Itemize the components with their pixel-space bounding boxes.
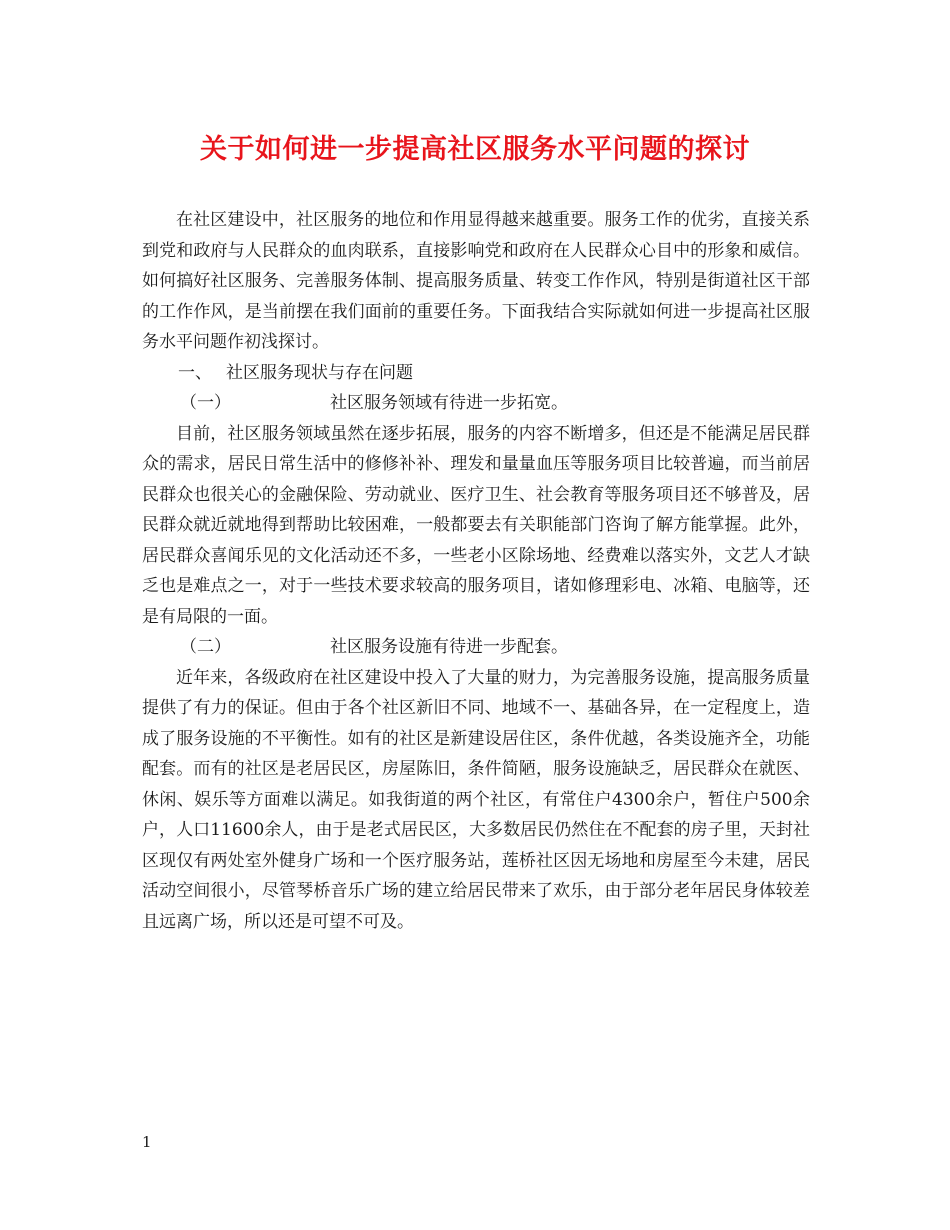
section-number: 一、 xyxy=(178,362,212,383)
subsection-title: 社区服务设施有待进一步配套。 xyxy=(330,637,568,657)
document-body xyxy=(142,205,810,937)
intro-paragraph: 在社区建设中，社区服务的地位和作用显得越来越重要。服务工作的优劣，直接关系到党和政府与人民群众的血肉联系，直接影响党和政府在人民群众心目中的形象和威信。如何搞好社区服务、完善服务体制、提高服务质量、转变工作作风，特别是街道社区干部的工作作风，是当前摆在我们面前的重要任务。下面我结合实际就如何进一步提高社区服务水平问题作初浅探讨。 xyxy=(142,210,810,352)
subsection-title: 社区服务领域有待进一步拓宽。 xyxy=(330,393,568,413)
section-title: 社区服务现状与存在问题 xyxy=(226,362,413,383)
page-number: 1 xyxy=(142,1133,152,1151)
subsection-1-paragraph: 目前，社区服务领域虽然在逐步拓展，服务的内容不断增多，但还是不能满足居民群众的需求，居民日常生活中的修修补补、理发和量量血压等服务项目比较普遍，而当前居民群众也很关心的金融保险、劳动就业、医疗卫生、社会教育等服务项目还不够普及，居民群众就近就地得到帮助比较困难，一般都要去有关职能部门咨询了解方能掌握。此外，居民群众喜闻乐见的文化活动还不多，一些老小区除场地、经费难以落实外，文艺人才缺乏也是难点之一，对于一些技术要求较高的服务项目，诸如修理彩电、冰箱、电脑等，还是有局限的一面。 xyxy=(142,423,810,627)
subsection-number: （二） xyxy=(180,637,231,657)
subsection-2-paragraph: 近年来，各级政府在社区建设中投入了大量的财力，为完善服务设施，提高服务质量提供了有力的保证。但由于各个社区新旧不同、地域不一、基础各异，在一定程度上，造成了服务设施的不平衡性。如有的社区是新建设居住区，条件优越，各类设施齐全，功能配套。而有的社区是老居民区，房屋陈旧，条件简陋，服务设施缺乏，居民群众在就医、休闲、娱乐等方面难以满足。如我街道的两个社区，有常住户4300余户，暂住户500余户，人口11600余人，由于是老式居民区，大多数居民仍然住在不配套的房子里，天封社区现仅有两处室外健身广场和一个医疗服务站，莲桥社区因无场地和房屋至今未建，居民活动空间很小，尽管琴桥音乐广场的建立给居民带来了欢乐，由于部分老年居民身体较差且远离广场，所以还是可望不可及。 xyxy=(142,667,810,932)
subsection-number: （一） xyxy=(180,393,231,413)
subsection-heading-1 xyxy=(142,388,810,419)
section-heading-1 xyxy=(142,358,810,389)
document-title: 关于如何进一步提高社区服务水平问题的探讨 xyxy=(200,134,750,165)
subsection-heading-2 xyxy=(142,632,810,663)
